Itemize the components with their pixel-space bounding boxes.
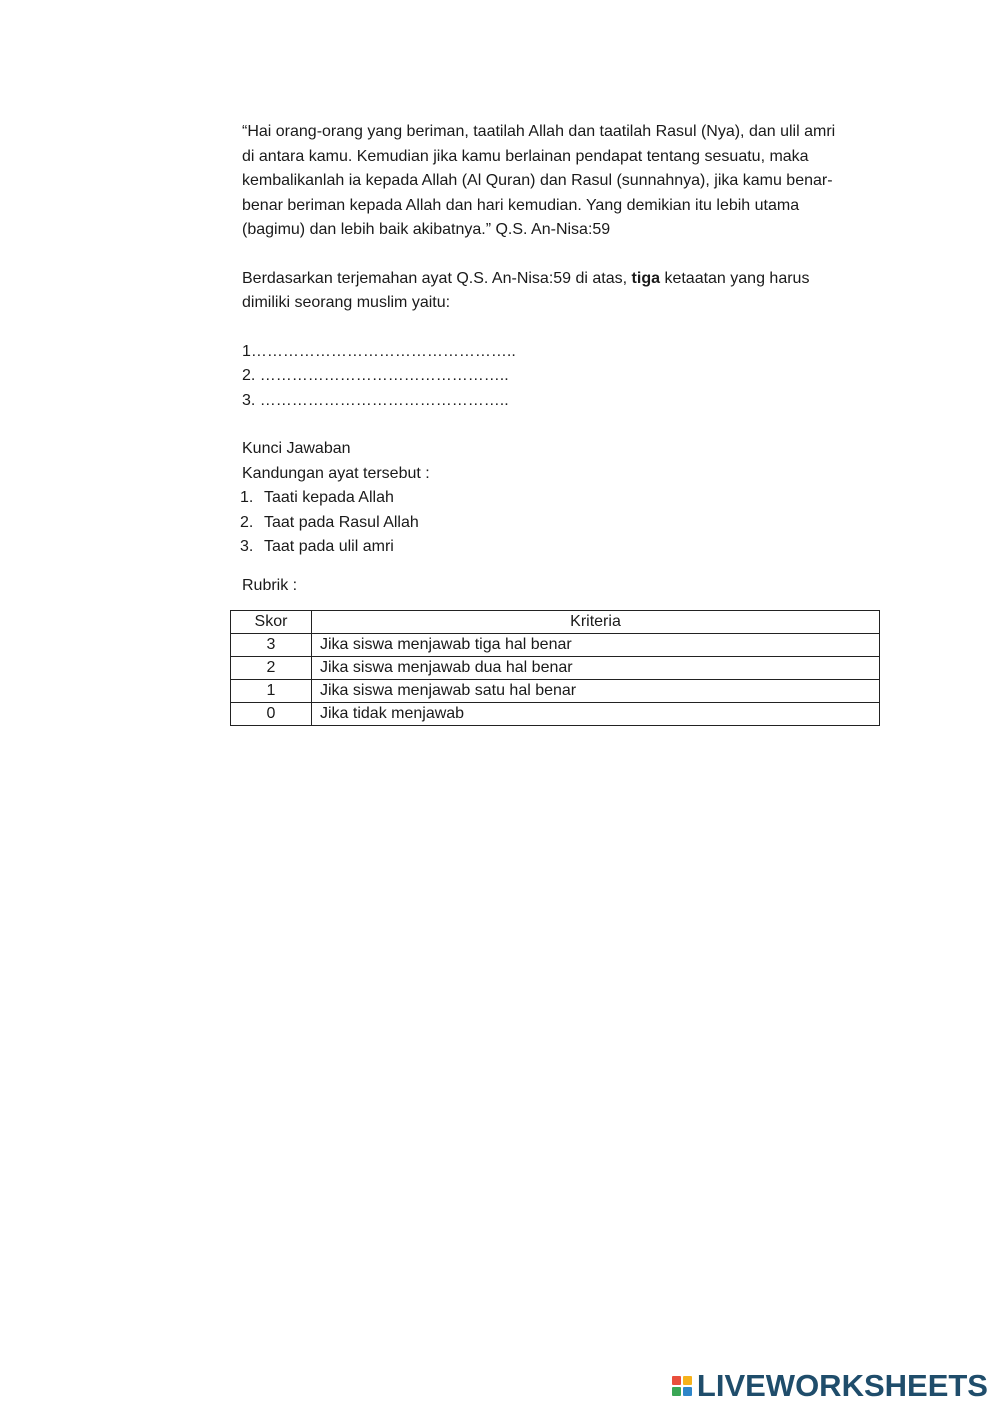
quote-line: kembalikanlah ia kepada Allah (Al Quran) dan Rasul (sunnahnya), jika kamu benar- <box>242 172 833 189</box>
list-text: Taat pada ulil amri <box>264 538 394 555</box>
quote-line: “Hai orang-orang yang beriman, taatilah Allah dan taatilah Rasul (Nya), dan ulil amri <box>242 123 836 140</box>
table-row <box>231 703 880 726</box>
list-item <box>242 535 882 560</box>
instruction-bold: tiga <box>631 269 660 287</box>
cell-skor: 0 <box>231 703 312 726</box>
rubrik-label: Rubrik : <box>242 576 298 594</box>
answer-key-list <box>242 486 882 560</box>
table-row <box>231 680 880 703</box>
answer-key-subheading: Kandungan ayat tersebut : <box>242 464 430 482</box>
cell-kriteria: Jika tidak menjawab <box>312 703 880 726</box>
logo-square-icon <box>672 1387 681 1396</box>
logo-square-icon <box>683 1387 692 1396</box>
answer-key-heading: Kunci Jawaban <box>242 440 351 457</box>
rubrik-table <box>230 610 880 726</box>
list-number: 1. <box>240 489 254 506</box>
worksheet-content <box>242 120 882 598</box>
cell-skor: 1 <box>231 680 312 703</box>
instruction-line-2: dimiliki seorang muslim yaitu: <box>242 294 451 311</box>
logo-grid-icon <box>672 1376 692 1396</box>
answer-blank-2[interactable]: 2. ……………………………………….. <box>242 367 509 384</box>
list-number: 2. <box>240 513 254 531</box>
table-row <box>231 657 880 680</box>
instruction-line-1 <box>242 267 882 292</box>
list-item <box>242 511 882 536</box>
cell-skor: 2 <box>231 657 312 680</box>
cell-kriteria: Jika siswa menjawab tiga hal benar <box>312 634 880 657</box>
quote-line: benar beriman kepada Allah dan hari kemudian. Yang demikian itu lebih utama <box>242 196 800 214</box>
header-skor: Skor <box>231 611 312 634</box>
cell-skor: 3 <box>231 634 312 657</box>
answer-blank-3[interactable]: 3. ……………………………………….. <box>242 391 509 409</box>
table-header-row <box>231 611 880 634</box>
logo-square-icon <box>683 1376 692 1385</box>
list-text: Taati kepada Allah <box>264 489 394 506</box>
cell-kriteria: Jika siswa menjawab satu hal benar <box>312 680 880 703</box>
liveworksheets-logo[interactable] <box>672 1366 988 1406</box>
list-number: 3. <box>240 538 254 555</box>
cell-kriteria: Jika siswa menjawab dua hal benar <box>312 657 880 680</box>
instruction-text: ketaatan yang harus <box>660 269 810 287</box>
logo-square-icon <box>672 1376 681 1385</box>
instruction-text: Berdasarkan terjemahan ayat Q.S. An-Nisa:59 di atas, <box>242 269 632 287</box>
question-instruction <box>242 267 882 316</box>
logo-text: LIVEWORKSHEETS <box>696 1368 988 1403</box>
list-item <box>242 486 882 511</box>
quran-quote <box>242 120 882 243</box>
answer-blank-1[interactable]: 1………………………………………….. <box>242 342 516 360</box>
quote-line: di antara kamu. Kemudian jika kamu berlainan pendapat tentang sesuatu, maka <box>242 147 809 165</box>
list-text: Taat pada Rasul Allah <box>264 513 419 531</box>
answer-key <box>242 437 882 560</box>
answer-blanks <box>242 340 882 414</box>
table-row <box>231 634 880 657</box>
quote-line: (bagimu) dan lebih baik akibatnya.” Q.S. An-Nisa:59 <box>242 221 611 238</box>
header-kriteria: Kriteria <box>312 611 880 634</box>
